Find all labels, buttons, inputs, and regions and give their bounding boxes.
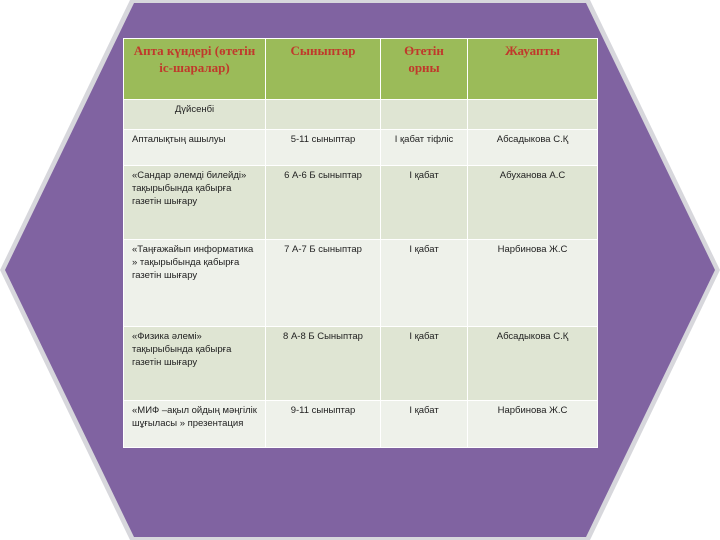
day-row <box>124 100 598 130</box>
day-label: Дүйсенбі <box>124 100 266 130</box>
table-row <box>124 327 598 401</box>
table-row <box>124 130 598 166</box>
place-cell: I қабат <box>381 166 468 240</box>
event-cell: «МИФ –ақыл ойдың мәңгілік шұғыласы » презентация <box>124 401 266 448</box>
place-cell: I қабат тіфліс <box>381 130 468 166</box>
place-cell: I қабат <box>381 240 468 327</box>
empty-cell <box>381 100 468 130</box>
header-row <box>124 39 598 100</box>
responsible-cell: Нарбинова Ж.С <box>468 240 598 327</box>
empty-cell <box>266 100 381 130</box>
schedule-table <box>123 38 598 448</box>
event-cell: «Сандар әлемді билейді» тақырыбында қабырға газетін шығару <box>124 166 266 240</box>
event-cell: «Таңғажайып информатика » тақырыбында қабырға газетін шығару <box>124 240 266 327</box>
table-row <box>124 240 598 327</box>
header-responsible: Жауапты <box>468 39 598 100</box>
place-cell: I қабат <box>381 327 468 401</box>
event-cell: «Физика әлемі» тақырыбында қабырға газетін шығару <box>124 327 266 401</box>
header-days: Апта күндері (өтетін іс-шаралар) <box>124 39 266 100</box>
empty-cell <box>468 100 598 130</box>
classes-cell: 8 А-8 Б Сыныптар <box>266 327 381 401</box>
table-row <box>124 401 598 448</box>
responsible-cell: Абсадыкова С.Қ <box>468 130 598 166</box>
place-cell: I қабат <box>381 401 468 448</box>
responsible-cell: Абуханова А.С <box>468 166 598 240</box>
responsible-cell: Нарбинова Ж.С <box>468 401 598 448</box>
table-row <box>124 166 598 240</box>
classes-cell: 7 А-7 Б сыныптар <box>266 240 381 327</box>
event-cell: Апталықтың ашылуы <box>124 130 266 166</box>
header-classes: Сыныптар <box>266 39 381 100</box>
classes-cell: 5-11 сыныптар <box>266 130 381 166</box>
responsible-cell: Абсадыкова С.Қ <box>468 327 598 401</box>
classes-cell: 9-11 сыныптар <box>266 401 381 448</box>
classes-cell: 6 А-6 Б сыныптар <box>266 166 381 240</box>
header-place: Өтетін орны <box>381 39 468 100</box>
